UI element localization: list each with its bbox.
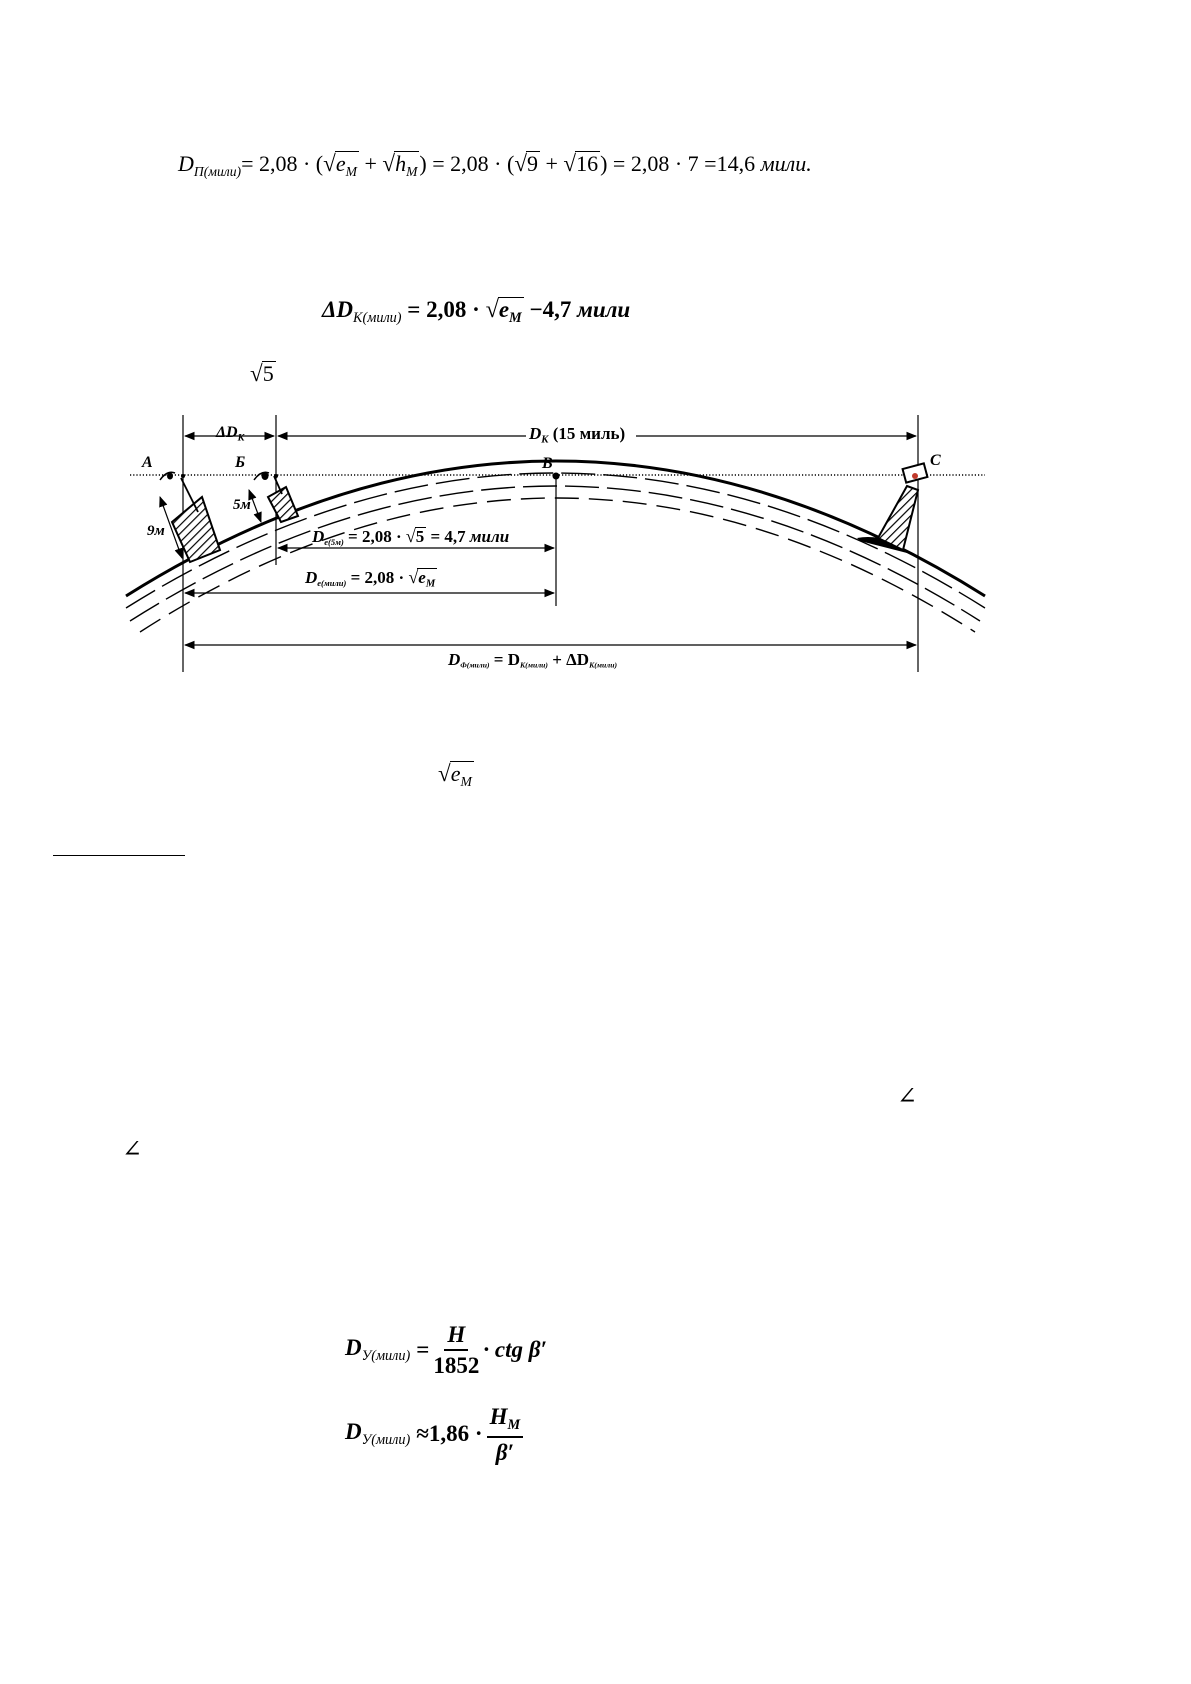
earth-dashed-arc-2 [130,486,980,621]
point-v-dot [553,473,560,480]
dk-rest: −4,7 [529,297,572,322]
footnote-rule [53,855,185,856]
label-height-5m: 5м [233,497,251,513]
dp-eq1: = 2,08 · ( [241,151,324,176]
height-5m-arrow [249,490,261,522]
dp-rad4: √16 [563,150,599,176]
label-df: $D_{Ф(мили)} = D_{К(мили)} + \Delta D_{К(мили)}$ [448,650,617,670]
dp-plus: + [364,151,377,176]
dp-rad1: $√e_M$ [323,150,357,179]
dp-unit: мили. [760,151,812,176]
point-b-dot [274,474,278,478]
dp-eq2: ) = 2,08 · ( [419,151,515,176]
dy2-lhs: $D_{У(мили)}$ [345,1419,411,1449]
dp-plus2: + [545,151,558,176]
dy1-frac: $\frac{H}{1852}$ [433,1322,480,1379]
eye-a [160,472,175,480]
label-height-9m: 9м [147,523,165,539]
dp-rad3: √9 [514,150,538,176]
sqrt-em: $√e_M$ [438,760,472,789]
dk-eq1: = 2,08 · [407,297,480,322]
sqrt-five: √5 [250,360,274,386]
label-point-a: А [142,454,153,471]
horizon-diagram [0,0,1191,760]
eye-b [254,472,269,480]
label-de5: $D_{e(5м)} = 2,08 \cdot √5 = 4,7$ мили [312,526,510,547]
dk-lhs: $\Delta D_{К(мили)}$ [322,297,402,326]
label-point-b: Б [235,454,246,471]
label-point-v: В [542,455,553,472]
dy1-eq: = [416,1337,430,1363]
label-dk-15: $D_К$ (15 миль) [529,424,626,446]
dk-unit: мили [577,297,631,322]
label-point-c: С [930,452,941,469]
formula-dy2 [345,1404,527,1465]
angle-symbol-1: ∠ [897,1084,918,1110]
formula-dy1 [345,1322,547,1379]
earth-dashed-arc-3 [140,498,975,632]
dy1-rest: · ctg β′ [483,1337,547,1363]
dk-rad: $√e_M$ [485,296,522,326]
point-a-dot [181,474,185,478]
dp-lhs: $D_{П(мили)}$ [178,151,242,179]
dp-rad2: $√h_M$ [382,150,418,179]
dy2-eq: ≈1,86 · [416,1421,483,1447]
dy2-frac: $\frac{H_M}{\beta'}$ [487,1404,524,1465]
dp-eq3: ) = 2,08 · 7 =14,6 [600,151,756,176]
label-de: $D_{e(мили)} = 2,08 \cdot √e_M$ [305,567,436,590]
ship-b [268,476,298,522]
label-delta-dk: $\Delta D_К$ [216,424,245,444]
angle-symbol-2: ∠ [122,1137,143,1163]
lighthouse-c [857,463,927,553]
dy1-lhs: $D_{У(мили)}$ [345,1335,411,1365]
